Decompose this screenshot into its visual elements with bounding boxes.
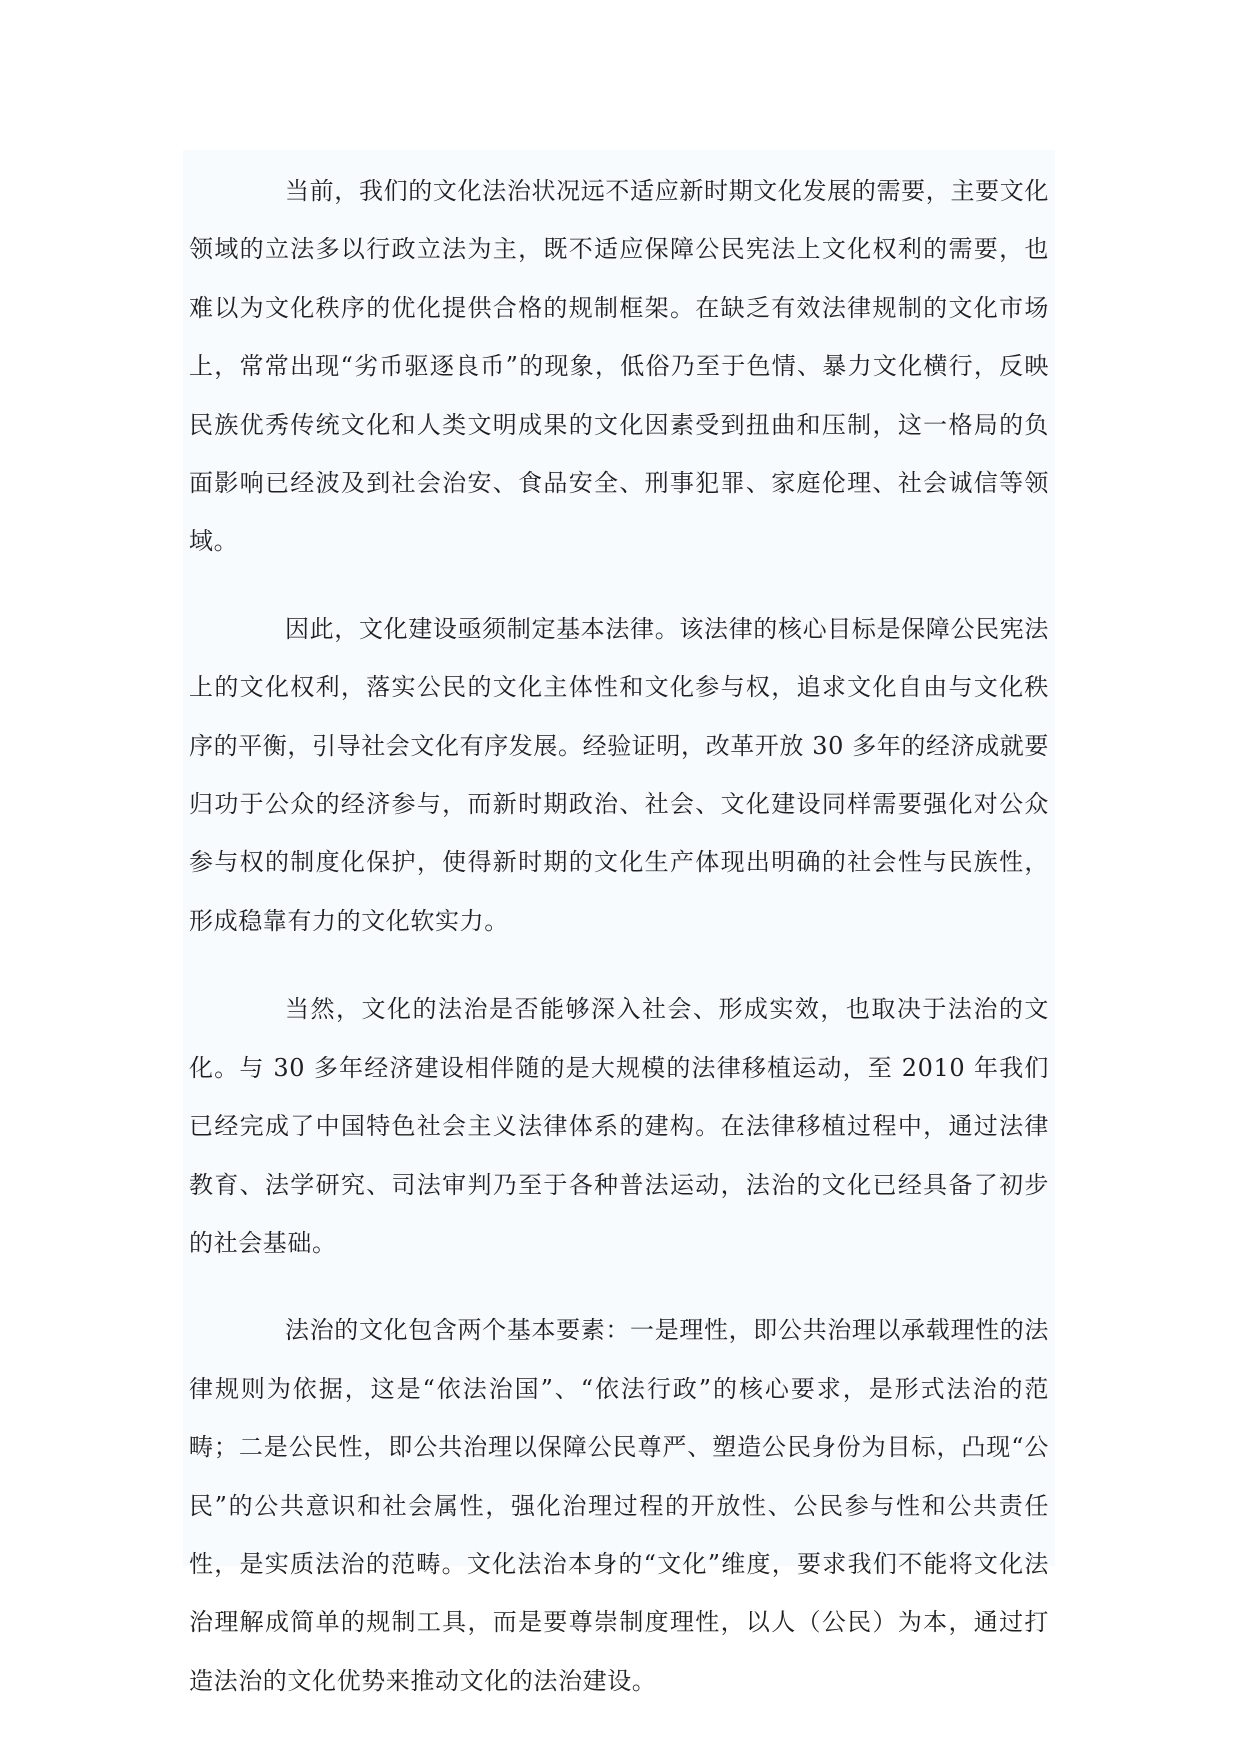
paragraph-4: 法治的文化包含两个基本要素：一是理性，即公共治理以承载理性的法律规则为依据，这是“依法治国”、“依法行政”的核心要求，是形式法治的范畴；二是公民性，即公共治理以保障公民尊严、塑造公民身份为目标，凸现“公民”的公共意识和社会属性，强化治理过程的开放性、公民参与性和公共责任性，是实质法治的范畴。文化法治本身的“文化”维度，要求我们不能将文化法治理解成简单的规制工具，而是要尊崇制度理性，以人（公民）为本，通过打造法治的文化优势来推动文化的法治建设。: [189, 1316, 1049, 1695]
paragraph-3: 当然，文化的法治是否能够深入社会、形成实效，也取决于法治的文化。与 30 多年经济建设相伴随的是大规模的法律移植运动，至 2010 年我们已经完成了中国特色社会主义法律体系的建构。在法律移植过程中，通过法律教育、法学研究、司法审判乃至于各种普法运动，法治的文化已经具备了初步的社会基础。: [189, 995, 1049, 1257]
paragraph-1: 当前，我们的文化法治状况远不适应新时期文化发展的需要，主要文化领域的立法多以行政立法为主，既不适应保障公民宪法上文化权利的需要，也难以为文化秩序的优化提供合格的规制框架。在缺乏有效法律规制的文化市场上，常常出现“劣币驱逐良币”的现象，低俗乃至于色情、暴力文化横行，反映民族优秀传统文化和人类文明成果的文化因素受到扭曲和压制，这一格局的负面影响已经波及到社会治安、食品安全、刑事犯罪、家庭伦理、社会诚信等领域。: [189, 177, 1049, 556]
document-body: [183, 150, 1055, 1695]
paragraph-2: 因此，文化建设亟须制定基本法律。该法律的核心目标是保障公民宪法上的文化权利，落实公民的文化主体性和文化参与权，追求文化自由与文化秩序的平衡，引导社会文化有序发展。经验证明，改革开放 30 多年的经济成就要归功于公众的经济参与，而新时期政治、社会、文化建设同样需要强化对公众参与权的制度化保护，使得新时期的文化生产体现出明确的社会性与民族性，形成稳靠有力的文化软实力。: [189, 614, 1049, 935]
